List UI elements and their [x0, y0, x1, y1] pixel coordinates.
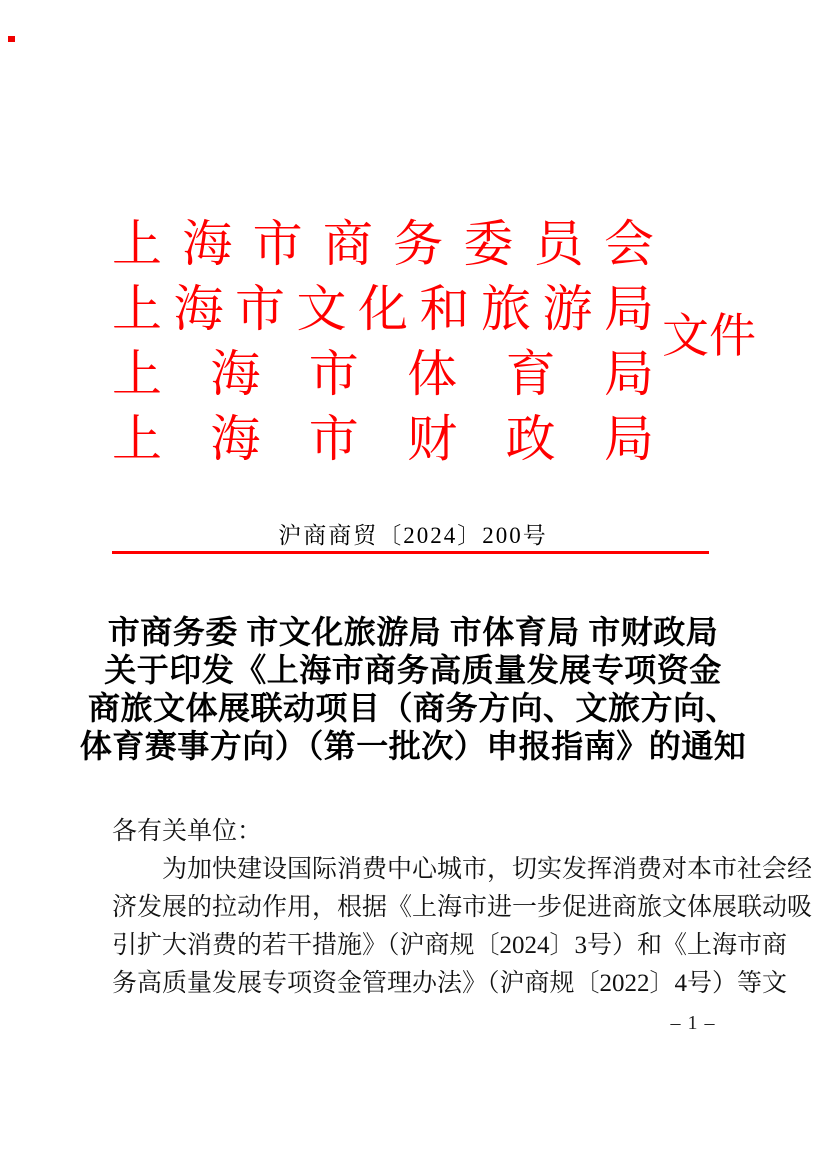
agency-char: 会 — [603, 215, 654, 272]
agency-char: 化 — [358, 280, 408, 337]
agency-line-culture-tourism-bureau — [112, 276, 654, 341]
agency-char: 文 — [296, 280, 347, 337]
agency-char: 和 — [419, 280, 470, 337]
agency-char: 上 — [112, 410, 162, 467]
doc-number: 沪商商贸〔2024〕200号 — [278, 523, 548, 548]
agency-line-commerce-commission — [112, 211, 654, 276]
agency-char: 育 — [505, 345, 556, 402]
agency-char: 市 — [235, 280, 285, 337]
agency-char: 游 — [542, 280, 593, 337]
agency-line-finance-bureau — [112, 406, 654, 471]
agency-char: 市 — [252, 215, 303, 272]
doc-type-label: 文件 — [662, 311, 756, 363]
agency-char: 上 — [112, 215, 162, 272]
paragraph-line-1: 为加快建设国际消费中心城市，切实发挥消费对本市社会经 — [162, 856, 813, 883]
agency-letterhead — [112, 211, 654, 471]
red-separator-line — [112, 551, 709, 554]
agency-char: 局 — [604, 280, 654, 337]
agency-char: 政 — [505, 410, 556, 467]
agency-char: 上 — [112, 345, 162, 402]
paragraph-line-2: 济发展的拉动作用，根据《上海市进一步促进商旅文体展联动吸 — [112, 894, 813, 921]
agency-char: 旅 — [481, 280, 531, 337]
title-line-4: 体育赛事方向）（第一批次）申报指南》的通知 — [79, 728, 747, 764]
agency-char: 海 — [182, 215, 233, 272]
agency-char: 务 — [393, 215, 444, 272]
agency-char: 海 — [210, 410, 261, 467]
corner-red-mark — [8, 36, 15, 42]
agency-char: 财 — [407, 410, 458, 467]
agency-char: 局 — [603, 410, 654, 467]
salutation: 各有关单位： — [112, 818, 263, 845]
agency-char: 市 — [308, 410, 359, 467]
paragraph-line-3: 引扩大消费的若干措施》（沪商规〔2024〕3号）和《上海市商 — [112, 932, 788, 959]
notice-title — [40, 613, 786, 765]
agency-char: 局 — [603, 345, 654, 402]
title-line-3: 商旅文体展联动项目（商务方向、文旅方向、 — [87, 690, 738, 726]
agency-char: 体 — [407, 345, 458, 402]
paragraph-line-4: 务高质量发展专项资金管理办法》（沪商规〔2022〕4号）等文 — [112, 970, 788, 997]
agency-char: 员 — [533, 215, 584, 272]
agency-char: 海 — [210, 345, 261, 402]
agency-line-sports-bureau — [112, 341, 654, 406]
title-line-agencies: 市商务委 市文化旅游局 市体育局 市财政局 — [107, 614, 719, 650]
agency-char: 商 — [322, 215, 373, 272]
page-number: – 1 – — [670, 1012, 716, 1034]
agency-char: 海 — [173, 280, 224, 337]
agency-char: 上 — [112, 280, 162, 337]
agency-char: 委 — [463, 215, 514, 272]
notice-body — [112, 813, 813, 1003]
title-line-2: 关于印发《上海市商务高质量发展专项资金 — [104, 652, 722, 688]
agency-char: 市 — [308, 345, 359, 402]
